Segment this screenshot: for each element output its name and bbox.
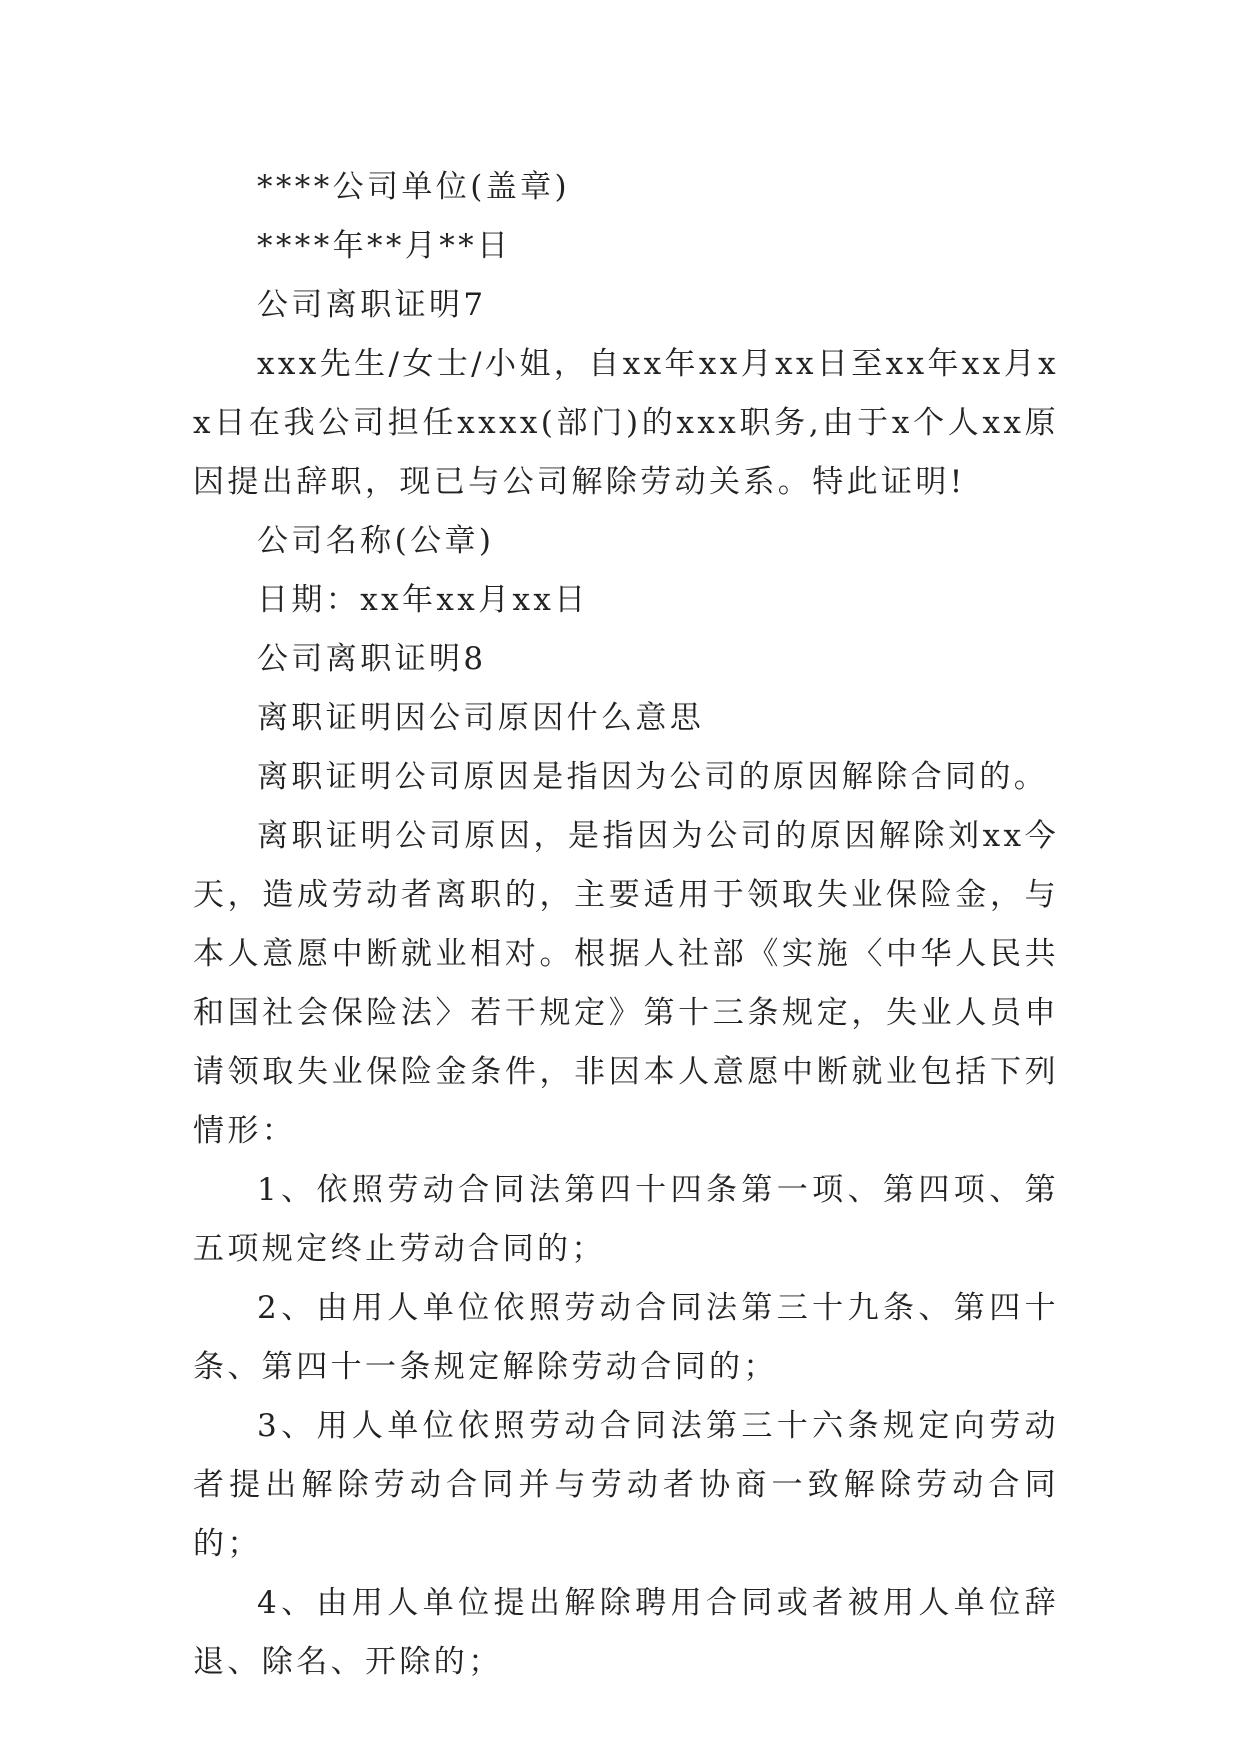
explanation-paragraph: 离职证明公司原因，是指因为公司的原因解除刘xx今天，造成劳动者离职的，主要适用于领取失业保险金，与本人意愿中断就业相对。根据人社部《实施〈中华人民共和国社会保险法〉若干规定》第十三条规定，失业人员申请领取失业保险金条件，非因本人意愿中断就业包括下列情形： <box>193 818 1059 1149</box>
document-body <box>193 158 1059 1692</box>
question-heading: 离职证明因公司原因什么意思 <box>257 700 705 736</box>
section-heading-7: 公司离职证明7 <box>257 287 487 323</box>
certificate-body-paragraph: xxx先生/女士/小姐，自xx年xx月xx日至xx年xx月xx日在我公司担任xxxx(部门)的xxx职务,由于x个人xx原因提出辞职，现已与公司解除劳动关系。特此证明! <box>193 346 1059 500</box>
list-item-3: 3、用人单位依照劳动合同法第三十六条规定向劳动者提出解除劳动合同并与劳动者协商一致解除劳动合同的； <box>193 1408 1059 1562</box>
answer-paragraph: 离职证明公司原因是指因为公司的原因解除合同的。 <box>257 759 1049 795</box>
section-heading-8: 公司离职证明8 <box>257 641 487 677</box>
date-line: ****年**月**日 <box>257 228 512 264</box>
issue-date-line: 日期：xx年xx月xx日 <box>257 582 589 618</box>
company-seal-line: ****公司单位(盖章) <box>257 169 570 205</box>
list-item-1: 1、依照劳动合同法第四十四条第一项、第四项、第五项规定终止劳动合同的； <box>193 1172 1059 1267</box>
company-name-seal-line: 公司名称(公章) <box>257 523 495 559</box>
list-item-4: 4、由用人单位提出解除聘用合同或者被用人单位辞退、除名、开除的； <box>193 1585 1059 1680</box>
list-item-2: 2、由用人单位依照劳动合同法第三十九条、第四十条、第四十一条规定解除劳动合同的； <box>193 1290 1059 1385</box>
